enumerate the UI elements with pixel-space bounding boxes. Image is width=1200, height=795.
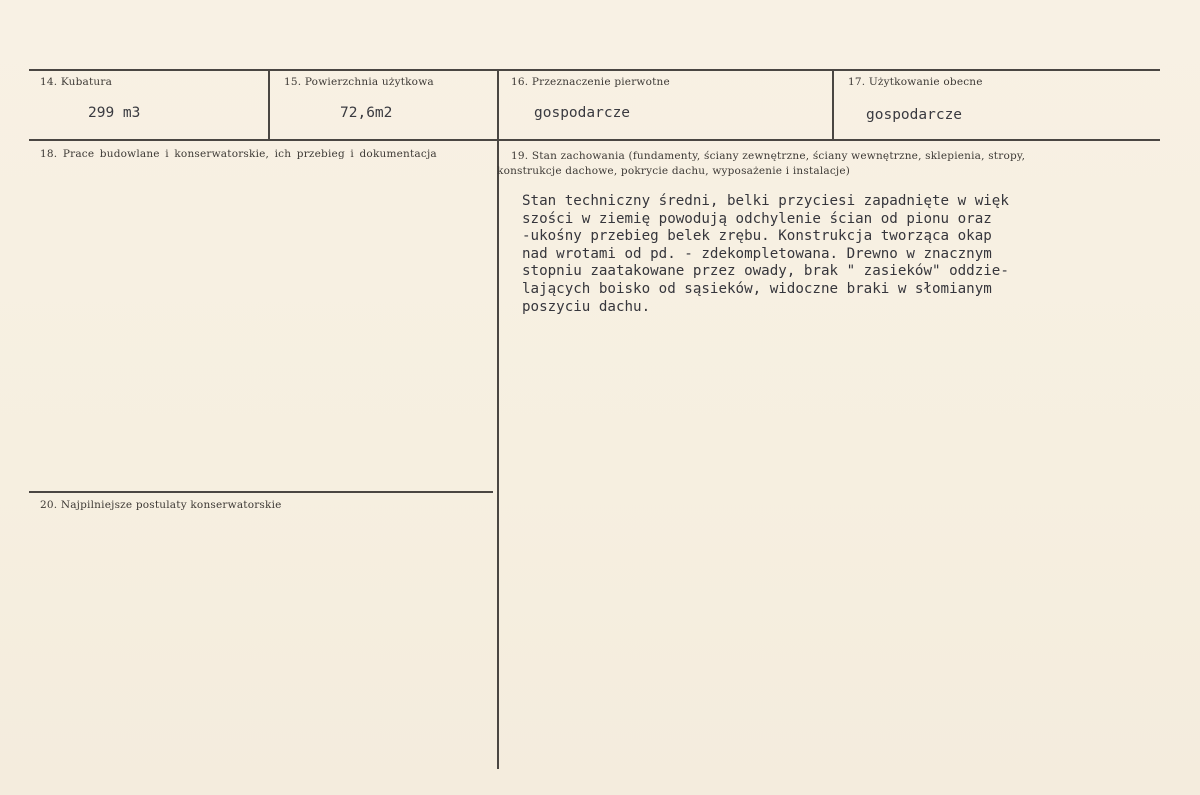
uzytkowanie-value: gospodarcze xyxy=(866,107,963,123)
przeznaczenie-label: 16. Przeznaczenie pierwotne xyxy=(511,76,670,88)
column-divider-3 xyxy=(832,69,834,140)
top-rule xyxy=(29,69,1160,71)
stan-line-1: Stan techniczny średni, belki przyciesi zapadnięte w więk xyxy=(522,193,1009,209)
postulaty-label: 20. Najpilniejsze postulaty konserwatorskie xyxy=(40,499,282,511)
stan-zachowania-text xyxy=(522,193,1122,316)
stan-line-6: lających boisko od sąsieków, widoczne braki w słomianym xyxy=(522,280,992,297)
stan-line-2: szości w ziemię powodują odchylenie ścian od pionu oraz xyxy=(522,210,992,227)
stan-line-5: stopniu zaatakowane przez owady, brak " zasieków" oddzie- xyxy=(522,263,1009,280)
section-18-20-divider-rule xyxy=(29,491,493,493)
powierzchnia-value: 72,6m2 xyxy=(340,105,393,121)
stan-line-4: nad wrotami od pd. - zdekompletowana. Drewno w znacznym xyxy=(522,245,992,262)
powierzchnia-label: 15. Powierzchnia użytkowa xyxy=(284,76,434,88)
stan-line-7: poszyciu dachu. xyxy=(522,298,651,315)
kubatura-value: 299 m3 xyxy=(88,105,141,121)
stan-line-3: -ukośny przebieg belek zrębu. Konstrukcja tworząca okap xyxy=(522,228,992,245)
przeznaczenie-value: gospodarcze xyxy=(534,105,631,121)
prace-budowlane-label: 18. Prace budowlane i konserwatorskie, ich przebieg i dokumentacja xyxy=(40,148,437,160)
column-divider-1 xyxy=(268,69,270,140)
uzytkowanie-label: 17. Użytkowanie obecne xyxy=(848,76,983,88)
kubatura-label: 14. Kubatura xyxy=(40,76,113,88)
row-divider-rule xyxy=(29,139,1160,141)
stan-zachowania-label-line1: 19. Stan zachowania (fundamenty, ściany zewnętrzne, ściany wewnętrzne, sklepienia, stropy, xyxy=(511,150,1026,162)
stan-zachowania-label-line2: konstrukcje dachowe, pokrycie dachu, wyposażenie i instalacje) xyxy=(497,165,851,177)
